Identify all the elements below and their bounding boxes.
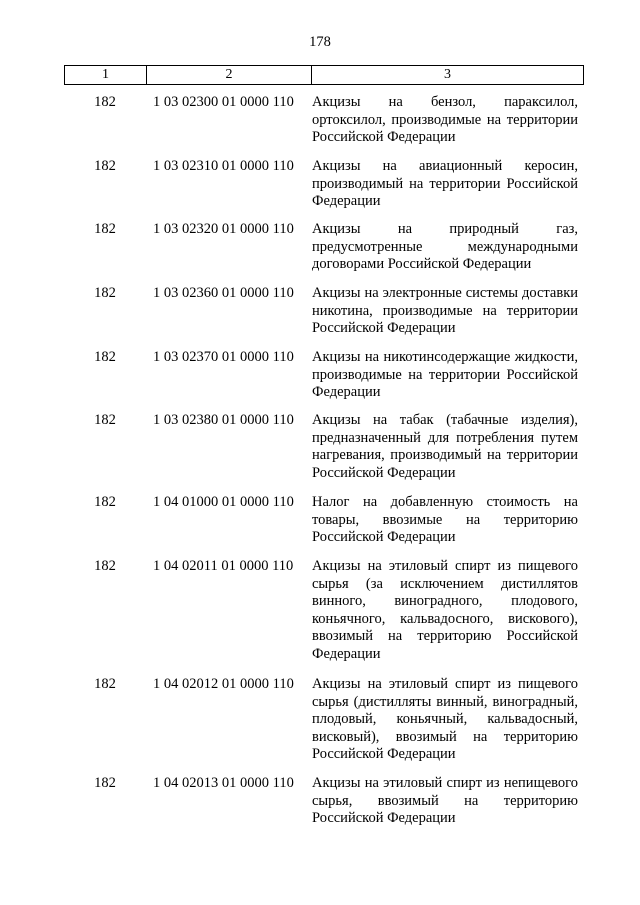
admin-code: 182 xyxy=(94,412,116,428)
admin-code: 182 xyxy=(94,221,116,237)
budget-code: 1 03 02310 01 0000 110 xyxy=(153,158,294,174)
budget-code: 1 03 02380 01 0000 110 xyxy=(153,412,294,428)
budget-code: 1 03 02300 01 0000 110 xyxy=(153,94,294,110)
admin-code: 182 xyxy=(94,494,116,510)
admin-code: 182 xyxy=(94,94,116,110)
revenue-name: Акцизы на электронные системы доставки никотина, производимые на территории Российской Федерации xyxy=(312,285,578,337)
admin-code: 182 xyxy=(94,775,116,791)
revenue-name: Налог на добавленную стоимость на товары, ввозимые на территорию Российской Федерации xyxy=(312,494,578,546)
revenue-name: Акцизы на этиловый спирт из пищевого сырья (за исключением дистиллятов винного, виноградного, плодового, коньячного, кальвадосного, вискового), ввозимый на территорию Российской Федерации xyxy=(312,558,578,662)
column-header-1: 1 xyxy=(65,66,147,84)
budget-code: 1 04 01000 01 0000 110 xyxy=(153,494,294,510)
budget-code: 1 03 02370 01 0000 110 xyxy=(153,349,294,365)
column-header-3: 3 xyxy=(444,67,451,82)
revenue-name: Акцизы на этиловый спирт из пищевого сырья (дистилляты винный, виноградный, плодовый, коньячный, кальвадосный, висковый), ввозимый на территорию Российской Федерации xyxy=(312,676,578,763)
admin-code: 182 xyxy=(94,285,116,301)
revenue-name: Акцизы на табак (табачные изделия), предназначенный для потребления путем нагревания, производимый на территории Российской Федерации xyxy=(312,412,578,481)
table-header xyxy=(64,65,584,85)
admin-code: 182 xyxy=(94,558,116,574)
budget-code: 1 04 02011 01 0000 110 xyxy=(153,558,294,574)
revenue-name: Акцизы на природный газ, предусмотренные международными договорами Российской Федерации xyxy=(312,221,578,273)
budget-code: 1 04 02012 01 0000 110 xyxy=(153,676,294,692)
revenue-name: Акцизы на бензол, параксилол, ортоксилол, производимые на территории Российской Федерации xyxy=(312,94,578,146)
column-header-2: 2 xyxy=(147,66,312,84)
admin-code: 182 xyxy=(94,349,116,365)
revenue-name: Акцизы на авиационный керосин, производимый на территории Российской Федерации xyxy=(312,158,578,210)
page-number: 178 xyxy=(309,34,331,50)
budget-code: 1 03 02320 01 0000 110 xyxy=(153,221,294,237)
revenue-name: Акцизы на никотинсодержащие жидкости, производимые на территории Российской Федерации xyxy=(312,349,578,401)
admin-code: 182 xyxy=(94,158,116,174)
revenue-name: Акцизы на этиловый спирт из непищевого сырья, ввозимый на территорию Российской Федерации xyxy=(312,775,578,827)
admin-code: 182 xyxy=(94,676,116,692)
budget-code: 1 03 02360 01 0000 110 xyxy=(153,285,294,301)
budget-code: 1 04 02013 01 0000 110 xyxy=(153,775,294,791)
